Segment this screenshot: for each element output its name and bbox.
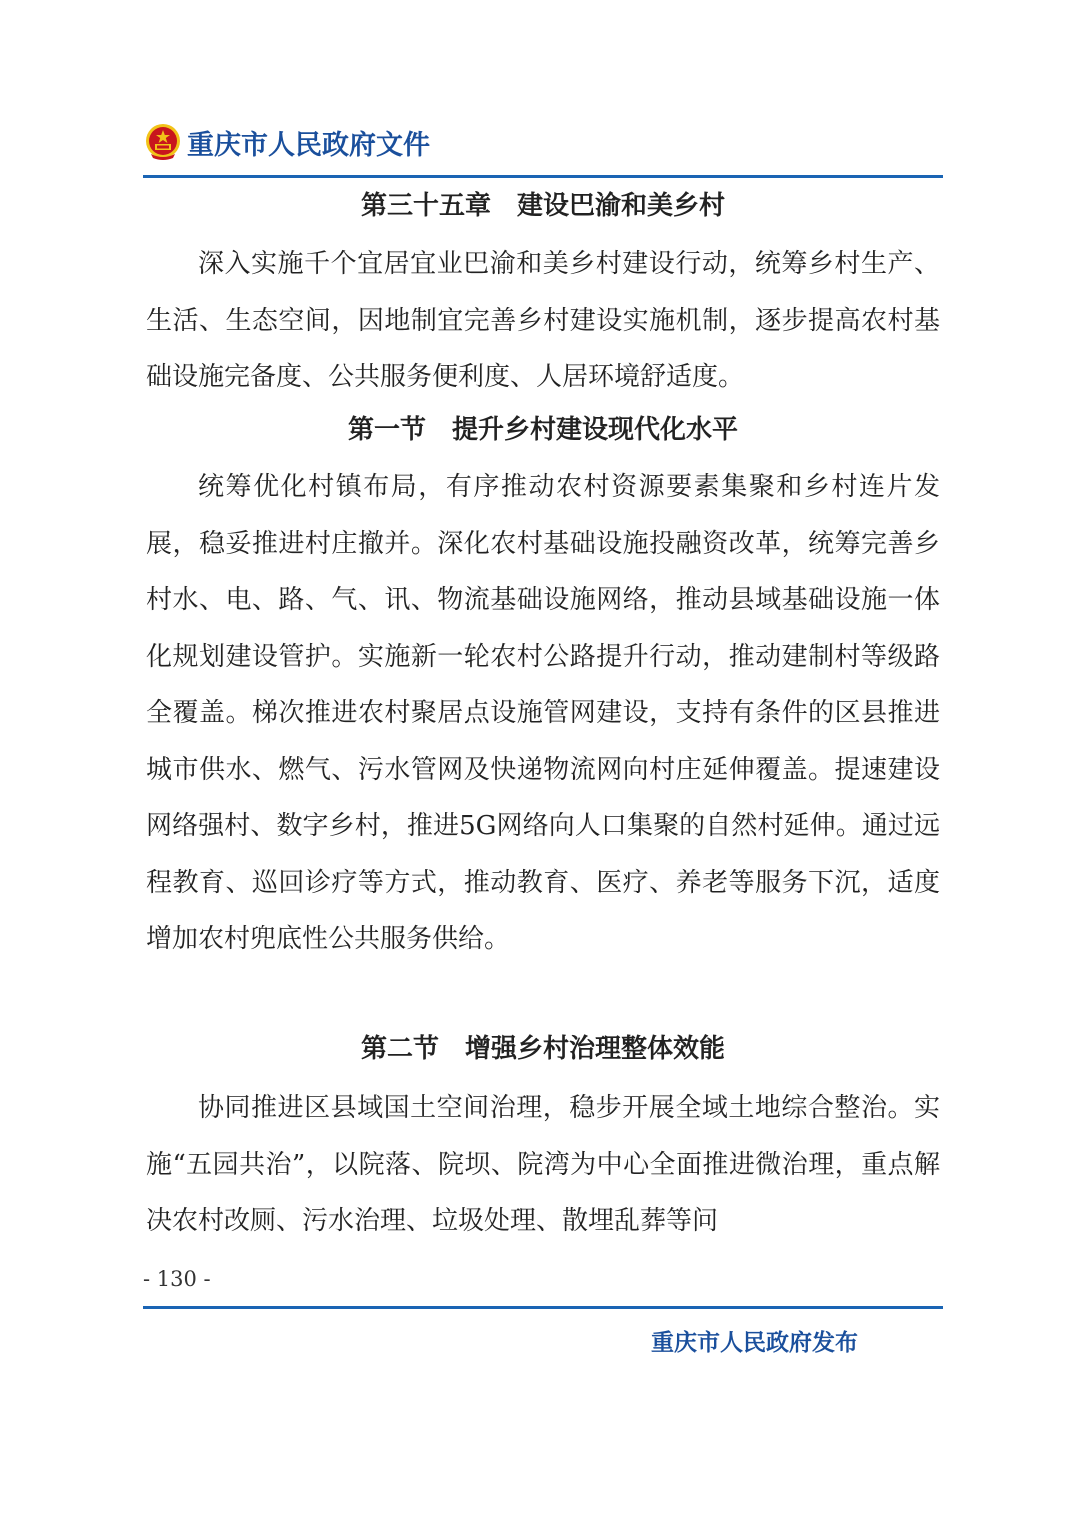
footer-publisher: 重庆市人民政府发布: [651, 1329, 858, 1356]
header-title: 重庆市人民政府文件: [187, 129, 430, 161]
chapter-title: 第三十五章 建设巴渝和美乡村: [360, 191, 725, 221]
header-divider: [143, 175, 943, 178]
section1-paragraph: 统筹优化村镇布局，有序推动农村资源要素集聚和乡村连片发展，稳妥推进村庄撤并。深化农村基础设施投融资改革，统筹完善乡村水、电、路、气、讯、物流基础设施网络，推动县域基础设施一体化规划建设管护。实施新一轮农村公路提升行动，推动建制村等级路全覆盖。梯次推进农村聚居点设施管网建设，支持有条件的区县推进城市供水、燃气、污水管网及快递物流网向村庄延伸覆盖。提速建设网络强村、数字乡村，推进5G网络向人口集聚的自然村延伸。通过远程教育、巡回诊疗等方式，推动教育、医疗、养老等服务下沉，适度增加农村兜底性公共服务供给。: [146, 472, 940, 954]
document-header: [143, 120, 430, 164]
intro-paragraph: 深入实施千个宜居宜业巴渝和美乡村建设行动，统筹乡村生产、生活、生态空间，因地制宜完善乡村建设实施机制，逐步提高农村基础设施完备度、公共服务便利度、人居环境舒适度。: [146, 249, 940, 392]
page-number: - 130 -: [143, 1267, 211, 1291]
section2-title: 第二节 增强乡村治理整体效能: [360, 1034, 725, 1064]
section1-title: 第一节 提升乡村建设现代化水平: [347, 415, 738, 445]
footer-divider: [143, 1306, 943, 1309]
national-emblem-icon: [143, 122, 183, 162]
section2-paragraph: 协同推进区县域国土空间治理，稳步开展全域土地综合整治。实施“五园共治”，以院落、院坝、院湾为中心全面推进微治理，重点解决农村改厕、污水治理、垃圾处理、散埋乱葬等问: [146, 1093, 940, 1236]
